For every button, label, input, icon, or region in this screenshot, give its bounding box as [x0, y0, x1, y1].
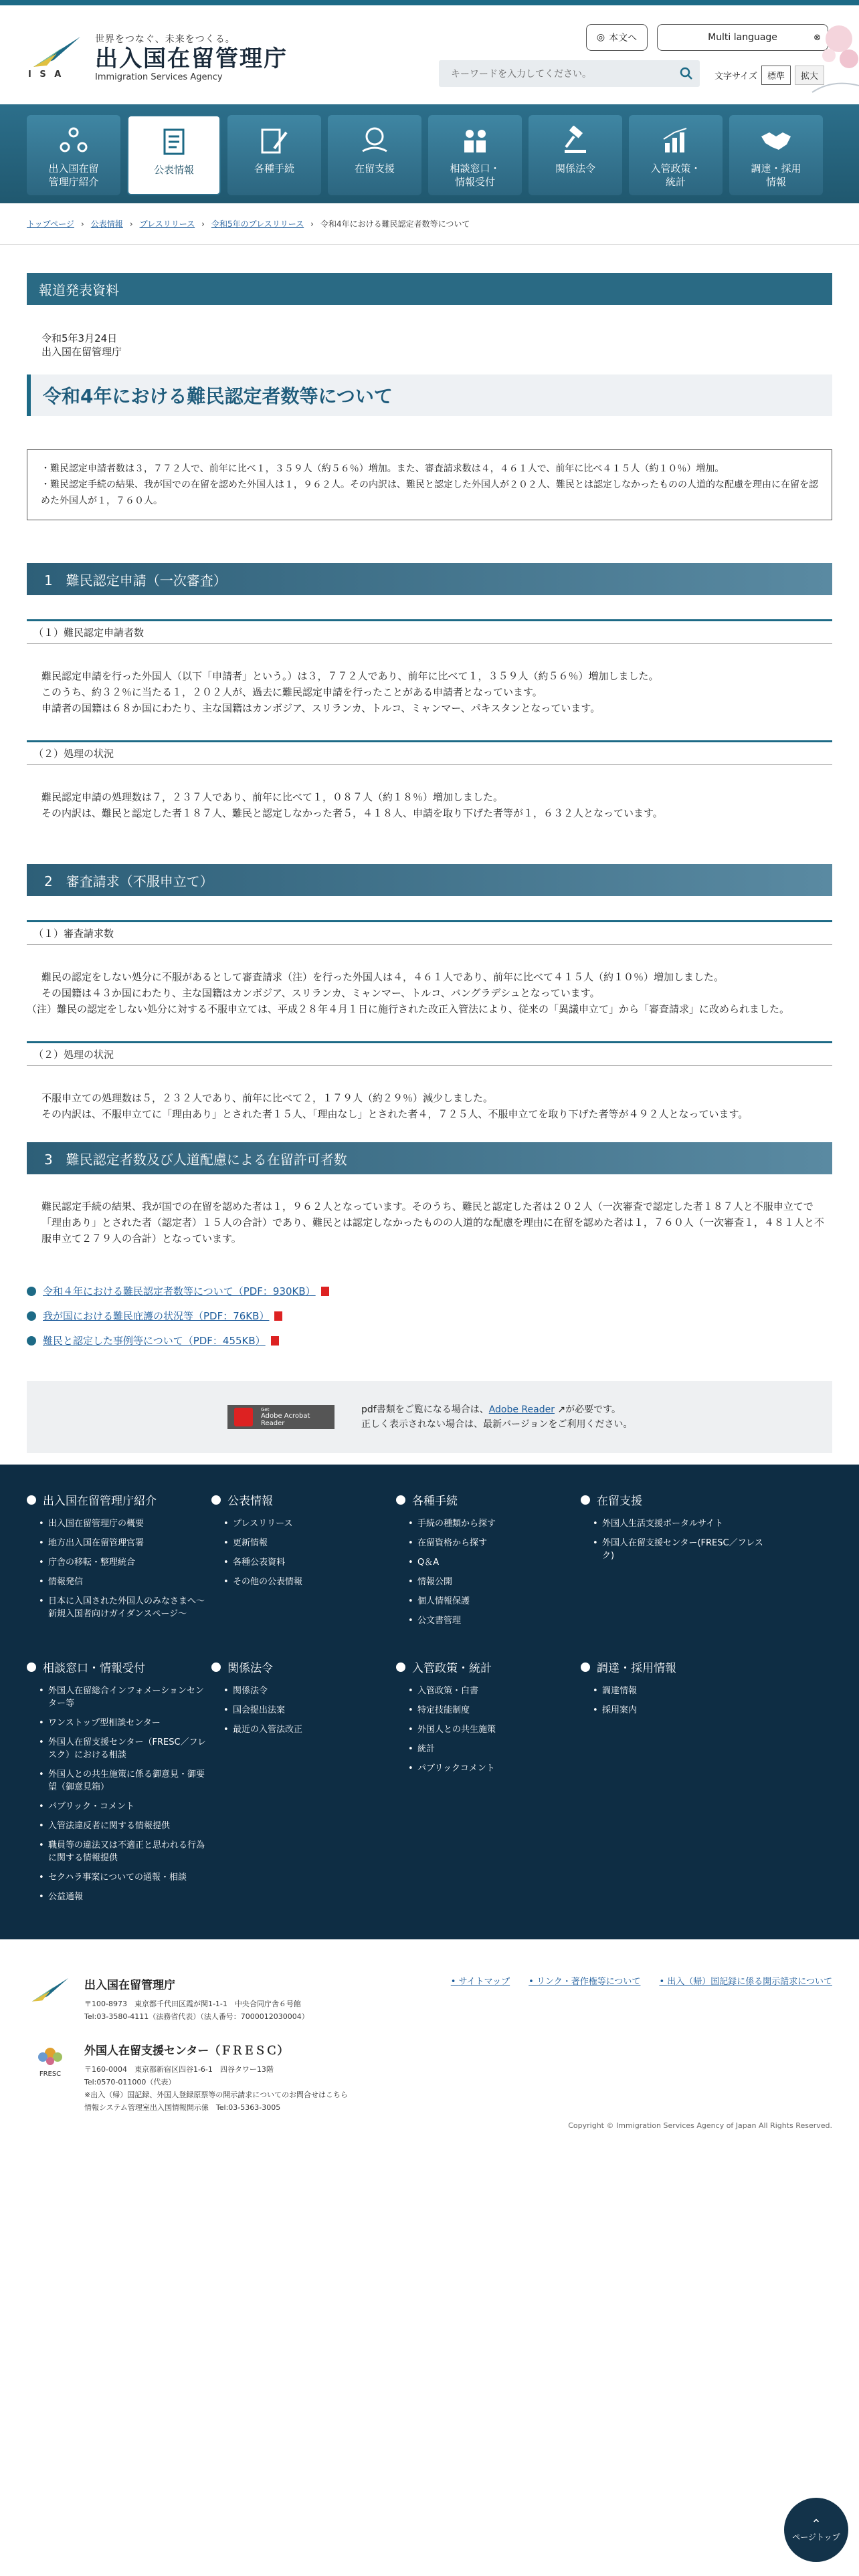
footer-col-title[interactable]: 相談窓口・情報受付 [43, 1662, 145, 1675]
acrobat-reader-badge[interactable] [227, 1405, 335, 1429]
footer-col-title[interactable]: 在留支援 [597, 1495, 642, 1508]
footer-link[interactable]: • 入管法違反者に関する情報提供 [39, 1820, 211, 1832]
nav-item-procedures[interactable] [227, 115, 321, 195]
bullet-icon [581, 1662, 590, 1672]
footer-link[interactable]: • 採用案内 [593, 1704, 765, 1717]
arrow-up-icon: ⌃ [811, 2517, 822, 2531]
body-line: 難民認定手続の結果、我が国での在留を認めた者は１，９６２人となっています。そのうち、難民と認定した者は２０２人（一次審査で認定した者１８７人と不服申立てで「理由あり」とされた者（認定者）１５人の合計）であり、難民とは認定しなかったものの人道的な配慮を理由に在留を認めた者は１，７６０人（一次審査１，４８１人と不服申立て２７９人の合計）となっています。 [41, 1200, 825, 1245]
org-fresc [27, 2041, 352, 2114]
body-line: 難民の認定をしない処分に不服があるとして審査請求（注）を行った外国人は４，４６１人であり、前年に比べて４１５人（約１０％）増加しました。 [41, 971, 725, 983]
chevron-right-icon: › [129, 219, 133, 229]
body-line: 難民認定申請を行った外国人（以下「申請者」という。）は３，７７２人であり、前年に比べて１，３５９人（約５６％）増加しました。 [41, 670, 659, 682]
footer-link[interactable]: • 特定技能制度 [408, 1704, 580, 1717]
chevron-right-icon: › [310, 219, 314, 229]
release-agency: 出入国在留管理庁 [41, 346, 122, 358]
footer-link[interactable]: • 各種公表資料 [223, 1556, 395, 1569]
bullet-icon [27, 1662, 36, 1672]
isa-logo-icon [27, 33, 87, 82]
nav-item-procurement[interactable] [729, 115, 823, 195]
breadcrumb-link-top[interactable]: トップページ [27, 219, 74, 229]
footer-col-title[interactable]: 入管政策・統計 [412, 1662, 492, 1675]
footer-link[interactable]: • 情報発信 [39, 1576, 211, 1588]
chevron-right-icon: › [201, 219, 205, 229]
footer-link[interactable]: • 国会提出法案 [223, 1704, 395, 1717]
body-line: このうち、約３２％に当たる１，２０２人が、過去に難民認定申請を行ったことがある申請者となっています。 [41, 686, 543, 698]
nav-item-statistics[interactable] [629, 115, 723, 195]
gavel-icon [554, 119, 597, 162]
logo-letters: I S A [28, 69, 64, 80]
footer-col-procedures [396, 1491, 580, 1634]
close-icon: ⊗ [814, 32, 821, 43]
page-title: 令和4年における難民認定者数等について [27, 374, 832, 416]
bullet-icon [396, 1495, 405, 1505]
section-heading-3: 3 難民認定者数及び人道配慮による在留許可者数 [27, 1142, 832, 1174]
nav-label: 出入国在留 管理庁紹介 [48, 163, 99, 188]
arrow-right-icon [27, 1311, 36, 1321]
top-accent-bar [0, 0, 859, 5]
footer-link[interactable]: • 在留資格から探す [408, 1537, 580, 1549]
pdf-links [27, 1284, 832, 1348]
press-label: 報道発表資料 [27, 273, 832, 305]
footer-link[interactable]: • 更新情報 [223, 1537, 395, 1549]
bullet-icon [27, 1495, 36, 1505]
fresc-logo-icon [27, 2041, 74, 2114]
footer-link[interactable]: • 地方出入国在留管理官署 [39, 1537, 211, 1549]
language-label: Multi language [708, 32, 777, 43]
footer-col-publications [211, 1491, 395, 1595]
arrow-right-icon [27, 1336, 36, 1346]
footer-link[interactable]: • 外国人との共生施策に係る御意見・御要望（御意見箱） [39, 1768, 211, 1794]
footer-col-title[interactable]: 調達・採用情報 [597, 1662, 676, 1675]
footer-col-support [581, 1491, 765, 1569]
cherry-blossom-decoration [799, 19, 859, 104]
pdf-link-label: 令和４年における難民認定者数等について（PDF：930KB） [43, 1285, 316, 1297]
org-isa [27, 1975, 309, 2023]
bullet-icon [396, 1662, 405, 1672]
org-note: ※出入（帰）国記録、外国人登録原票等の開示請求についてのお問合せはこちら [84, 2090, 348, 2099]
global-nav [0, 104, 859, 203]
page-top-button[interactable] [784, 2498, 848, 2562]
body-line: （注）難民の認定をしない処分に対する不服申立ては、平成２８年４月１日に施行された改正入管法により、従来の「異議申立て」から「審査請求」に改められました。 [27, 1003, 790, 1015]
footer-link[interactable]: • 外国人在留支援センター(FRESC／フレスク) [593, 1537, 765, 1562]
breadcrumb-current: 令和4年における難民認定者数等について [320, 219, 470, 229]
nav-item-support[interactable] [328, 115, 421, 195]
section-body [27, 969, 832, 1017]
release-meta [41, 332, 832, 358]
footer-link[interactable]: • 外国人在留総合インフォメーションセンター等 [39, 1685, 211, 1710]
footer-link[interactable]: • ワンストップ型相談センター [39, 1717, 211, 1729]
breadcrumb-link-press[interactable]: プレスリリース [139, 219, 195, 229]
footer-col-title[interactable]: 関係法令 [227, 1662, 273, 1675]
footer-link[interactable]: • 公文書管理 [408, 1614, 580, 1627]
reader-text-before: pdf書類をご覧になる場合は、 [361, 1404, 489, 1415]
nav-label: 調達・採用 情報 [751, 163, 801, 188]
site-title-en: Immigration Services Agency [95, 72, 223, 82]
footer-link[interactable]: • セクハラ事案についての通報・相談 [39, 1871, 211, 1884]
copyright-link[interactable]: リンク・著作権等について [536, 1977, 641, 1987]
skip-icon: ◎ [596, 32, 605, 43]
org-contact: 情報システム管理室出入国情報開示係 Tel:03-5363-3005 [84, 2103, 281, 2112]
org-phone: Tel:03-3580-4111（法務省代表）（法人番号：7000012030004） [84, 2012, 309, 2021]
bullet-icon: • [659, 1977, 668, 1987]
font-size-label: 文字サイズ [714, 72, 757, 82]
footer-link[interactable]: • 手続の種類から探す [408, 1517, 580, 1530]
nav-item-laws[interactable] [529, 115, 622, 195]
summary-line: ・難民認定手続の結果、我が国での在留を認めた外国人は１，９６２人。その内訳は、難民と認定した外国人が２０２人、難民とは認定しなかったものの人道的な配慮を理由に在留を認めた外国人が１，７６０人。 [41, 479, 818, 506]
isa-logo-icon [27, 1975, 74, 2013]
org-phone: Tel:0570-011000（代表） [84, 2078, 176, 2086]
skip-to-content-button[interactable] [586, 24, 648, 51]
footer-link[interactable]: • その他の公表情報 [223, 1576, 395, 1588]
site-title: 出入国在留管理庁 [95, 45, 288, 72]
globe-hand-icon [353, 119, 396, 162]
document-icon [153, 120, 195, 163]
section-body [41, 668, 832, 716]
footer-link[interactable]: • 入管政策・白書 [408, 1685, 580, 1697]
footer-link[interactable]: • パブリック・コメント [39, 1800, 211, 1813]
nav-label: 入管政策・ 統計 [650, 163, 701, 188]
footer-link[interactable]: • 出入国在留管理庁の概要 [39, 1517, 211, 1530]
handshake-icon [755, 119, 797, 162]
section-body [41, 789, 832, 821]
footer-link[interactable]: • 外国人との共生施策 [408, 1723, 580, 1736]
reader-text-after: が必要です。 [565, 1404, 622, 1415]
body-line: 難民認定申請の処理数は７，２３７人であり、前年に比べて１，０８７人（約１８％）増加しました。 [41, 791, 504, 803]
reader-text-line2: 正しく表示されない場合は、最新バージョンをご利用ください。 [361, 1419, 633, 1430]
main-content [0, 273, 859, 1453]
nav-item-consultation[interactable] [428, 115, 522, 195]
section-heading-1: 1 難民認定申請（一次審査） [27, 563, 832, 595]
subsection-heading: （１）審査請求数 [27, 920, 832, 945]
breadcrumb [0, 203, 859, 245]
section-body [41, 1090, 832, 1122]
section-heading-2: 2 審査請求（不服申立て） [27, 864, 832, 896]
footer-bottom-links [451, 1974, 832, 1987]
footer-link[interactable]: • 庁舎の移転・整理統合 [39, 1556, 211, 1569]
body-line: その国籍は４３か国にわたり、主な国籍はカンボジア、スリランカ、ミャンマー、トルコ、バングラデシュとなっています。 [41, 987, 600, 999]
pdf-link[interactable] [27, 1333, 832, 1348]
body-line: 申請者の国籍は６８か国にわたり、主な国籍はカンボジア、スリランカ、トルコ、ミャンマー、パキスタンとなっています。 [41, 702, 601, 714]
org-name: 外国人在留支援センター（ＦＲＥＳＣ） [84, 2044, 289, 2058]
body-line: その内訳は、不服申立てに「理由あり」とされた者１５人、「理由なし」とされた者４，７２５人、不服申立てを取り下げた者等が４９２人となっています。 [41, 1108, 749, 1120]
footer-link[interactable]: • パブリックコメント [408, 1762, 580, 1775]
acrobat-reader-box [27, 1381, 832, 1453]
footer-col-statistics [396, 1658, 580, 1782]
organization-icon [52, 119, 95, 162]
footer-link[interactable]: • 日本に入国された外国人のみなさまへ〜新規入国者向けガイダンスページ〜 [39, 1595, 211, 1620]
nav-label: 各種手続 [254, 163, 294, 175]
chart-icon [654, 119, 697, 162]
summary-line: ・難民認定申請者数は３，７７２人で、前年に比べ１，３５９人（約５６％）増加。また、審査請求数は４，４６１人で、前年に比べ４１５人（約１０％）増加。 [41, 463, 725, 474]
breadcrumb-link-publications[interactable]: 公表情報 [90, 219, 123, 229]
badge-label: Adobe Acrobat Reader [261, 1412, 310, 1427]
footer-link[interactable]: • プレスリリース [223, 1517, 395, 1530]
subsection-heading: （１）難民認定申請者数 [27, 619, 832, 644]
skip-label: 本文へ [609, 33, 638, 43]
pdf-link[interactable] [27, 1309, 832, 1323]
footer-col-procurement [581, 1658, 765, 1723]
font-standard-button[interactable]: 標準 [761, 66, 791, 85]
footer-link[interactable]: • 職員等の違法又は不適正と思われる行為に関する情報提供 [39, 1839, 211, 1864]
pdf-link-label: 我が国における難民庇護の状況等（PDF：76KB） [43, 1310, 270, 1322]
acrobat-logo-icon [234, 1408, 253, 1426]
section-body [41, 1198, 832, 1247]
footer-link[interactable]: • 個人情報保護 [408, 1595, 580, 1608]
subsection-heading: （２）処理の状況 [27, 740, 832, 765]
badge-get-label: Get [261, 1407, 270, 1412]
bullet-icon [211, 1662, 221, 1672]
footer-link[interactable]: • Q＆A [408, 1556, 580, 1569]
release-date: 令和5年3月24日 [41, 332, 118, 344]
body-line: 不服申立ての処理数は５，２３２人であり、前年に比べて２，１７９人（約２９％）減少しました。 [41, 1092, 494, 1104]
footer-col-consultation [27, 1658, 211, 1910]
breadcrumb-link-press-r5[interactable]: 令和5年のプレスリリース [211, 219, 304, 229]
summary-box [27, 449, 832, 520]
reader-text [361, 1402, 632, 1432]
body-line: その内訳は、難民と認定した者１８７人、難民と認定しなかった者５，４１８人、申請を取り下げた者等が１，６３２人となっています。 [41, 807, 663, 819]
nav-item-publications[interactable] [127, 115, 221, 195]
site-logo[interactable] [27, 32, 288, 82]
footer-col-laws [211, 1658, 395, 1743]
bullet-icon: • [450, 1977, 459, 1987]
footer-col-title[interactable]: 出入国在留管理庁紹介 [43, 1495, 157, 1508]
pdf-link-label: 難民と認定した事例等について（PDF：455KB） [43, 1335, 266, 1347]
nav-label: 相談窓口・ 情報受付 [450, 163, 500, 188]
org-name: 出入国在留管理庁 [84, 1979, 175, 1992]
site-footer [0, 1465, 859, 1939]
nav-label: 在留支援 [354, 163, 395, 175]
bullet-icon [581, 1495, 590, 1505]
chevron-right-icon: › [80, 219, 84, 229]
consultation-icon [454, 119, 496, 162]
site-bottom [0, 1939, 859, 2576]
footer-link[interactable]: • 情報公開 [408, 1576, 580, 1588]
adobe-reader-link[interactable]: Adobe Reader [488, 1404, 555, 1415]
footer-col-title[interactable]: 公表情報 [227, 1495, 273, 1508]
search-icon[interactable] [673, 60, 700, 87]
org-address: 〒160-0004 東京都新宿区四谷1-6-1 四谷タワー13階 [84, 2065, 274, 2074]
nav-label: 公表情報 [153, 164, 194, 176]
footer-link[interactable]: • 最近の入管法改正 [223, 1723, 395, 1736]
sitemap-link[interactable]: サイトマップ [458, 1977, 510, 1987]
footer-col-about [27, 1491, 211, 1627]
nav-item-about[interactable] [27, 115, 120, 195]
search-input[interactable]: キーワードを入力してください。 [451, 69, 591, 80]
pdf-icon [271, 1336, 279, 1346]
font-large-button[interactable]: 拡大 [795, 66, 824, 85]
arrow-right-icon [27, 1287, 36, 1296]
pdf-icon [274, 1311, 282, 1321]
disclosure-link[interactable]: 出入（帰）国記録に係る開示請求について [667, 1977, 832, 1987]
footer-link[interactable]: • 外国人生活支援ポータルサイト [593, 1517, 765, 1530]
nav-label: 関係法令 [555, 163, 595, 175]
site-header [0, 5, 859, 104]
form-pen-icon [253, 119, 296, 162]
footer-link[interactable]: • 統計 [408, 1743, 580, 1755]
footer-col-title[interactable]: 各種手続 [412, 1495, 458, 1508]
footer-link[interactable]: • 外国人在留支援センター（FRESC／フレスク）における相談 [39, 1736, 211, 1761]
bullet-icon [211, 1495, 221, 1505]
pdf-link[interactable] [27, 1284, 832, 1298]
footer-link[interactable]: • 公益通報 [39, 1891, 211, 1903]
footer-link[interactable]: • 関係法令 [223, 1685, 395, 1697]
footer-link[interactable]: • 調達情報 [593, 1685, 765, 1697]
subsection-heading: （２）処理の状況 [27, 1041, 832, 1066]
pdf-icon [321, 1287, 329, 1296]
bullet-icon: • [529, 1977, 537, 1987]
copyright: Copyright © Immigration Services Agency of Japan All Rights Reserved. [568, 2121, 832, 2130]
page-top-label: ページトップ [792, 2533, 840, 2542]
search-box[interactable] [439, 60, 700, 87]
site-catchphrase: 世界をつなぐ、未来をつくる。 [95, 34, 235, 45]
external-link-icon: ↗ [554, 1404, 566, 1415]
org-address: 〒100-8973 東京都千代田区霞が関1-1-1 中央合同庁舎６号館 [84, 2000, 301, 2008]
fresc-logo-text: FRESC [39, 2070, 62, 2078]
